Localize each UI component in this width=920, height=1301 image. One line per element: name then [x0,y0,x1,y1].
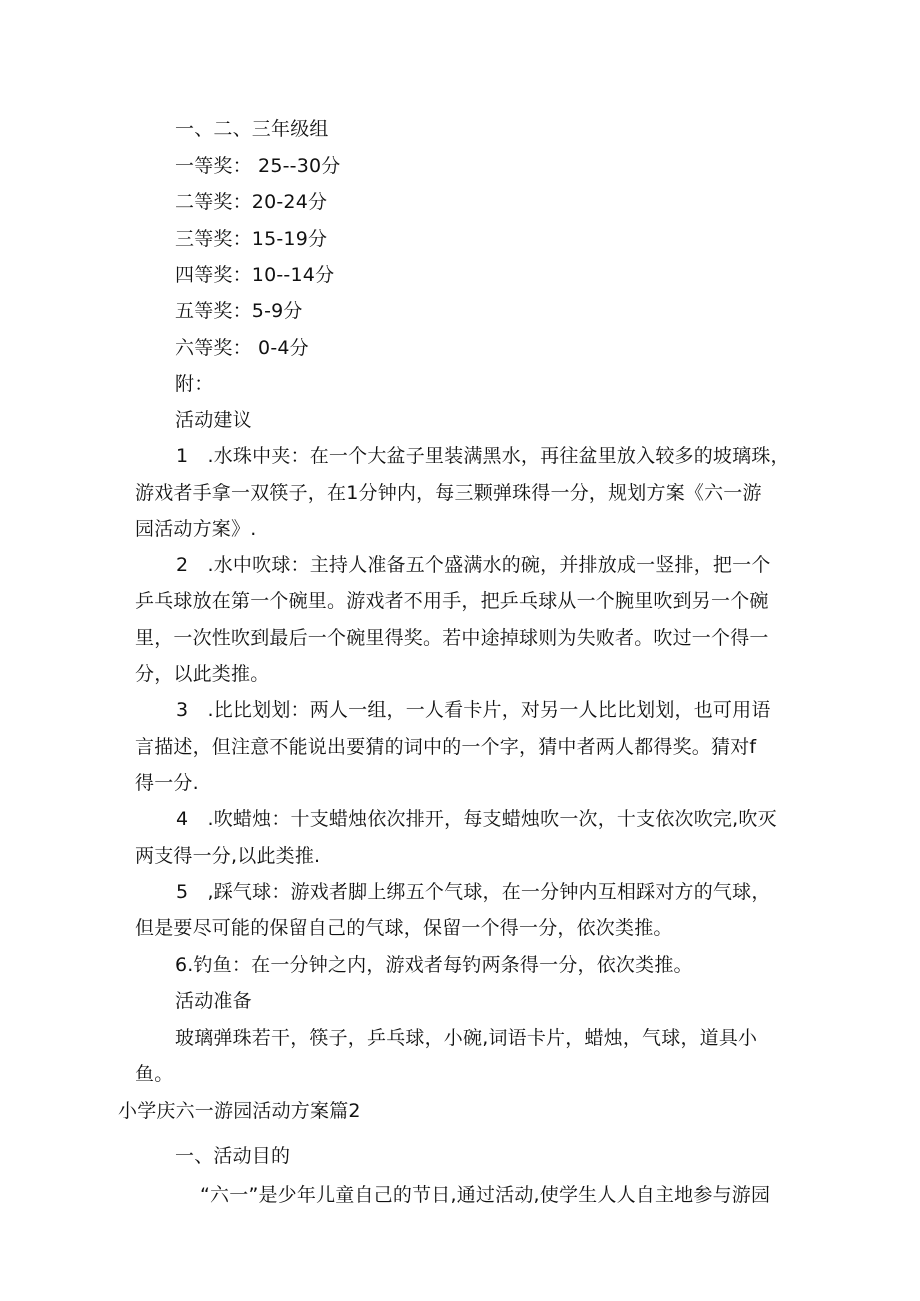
paragraph-line: 得一分. [135,772,199,794]
heading-activity-suggestions: 活动建议 [175,409,252,431]
paragraph-line: 里，一次性吹到最后一个碗里得奖。若中途掉球则为失败者。吹过一个得一 [135,627,769,649]
paragraph-line: 玻璃弹珠若干，筷子，乒乓球，小碗,词语卡片，蜡烛，气球，道具小 [175,1027,758,1049]
section-title-plan-2: 小学庆六一游园活动方案篇2 [118,1100,361,1122]
paragraph-line: 乒乓球放在第一个碗里。游戏者不用手，把乒乓球从一个腕里吹到另一个碗 [135,590,769,612]
heading-activity-preparation: 活动准备 [175,990,252,1012]
paragraph-line: 4 .吹蜡烛：十支蜡烛依次排开，每支蜡烛吹一次，十支依次吹完,吹灭 [176,808,777,830]
paragraph-line: 3 .比比划划：两人一组，一人看卡片，对另一人比比划划，也可用语 [176,699,771,721]
paragraph-line: 1 .水珠中夹：在一个大盆子里装满黑水，再往盆里放入较多的坡璃珠， [176,445,790,467]
paragraph-line: 5 ,踩气球：游戏者脚上绑五个气球，在一分钟内互相踩对方的气球， [176,881,771,903]
prize-sixth: 六等奖： 0-4分 [175,337,309,359]
paragraph-line: 分，以此类推。 [135,663,270,685]
paragraph-line: 但是要尽可能的保留自己的气球，保留一个得一分，依次类推。 [135,917,673,939]
paragraph-line: 6.钓鱼：在一分钟之内，游戏者每钓两条得一分，依次类推。 [175,954,693,976]
paragraph-line: 2 .水中吹球：主持人准备五个盛满水的碗，并排放成一竖排，把一个 [176,554,771,576]
paragraph-line: 游戏者手拿一双筷子，在1分钟内，每三颗弹珠得一分，规划方案《六一游 [135,482,762,504]
prize-fourth: 四等奖：10--14分 [175,264,335,286]
section-heading-grade-group: 一、二、三年级组 [175,118,329,140]
paragraph-line: 园活动方案》. [135,518,257,540]
paragraph-line: “六一”是少年儿童自己的节日,通过活动,使学生人人自主地参与游园 [200,1184,771,1206]
prize-first: 一等奖： 25--30分 [175,155,341,177]
paragraph-line: 言描述，但注意不能说出要猜的词中的一个字，猜中者两人都得奖。猜对f [135,736,757,758]
paragraph-line: 鱼。 [135,1063,174,1085]
heading-activity-purpose: 一、活动目的 [175,1145,291,1167]
prize-third: 三等奖：15-19分 [175,228,328,250]
prize-second: 二等奖：20-24分 [175,191,328,213]
prize-fifth: 五等奖：5-9分 [175,300,303,322]
paragraph-line: 两支得一分,以此类推. [135,845,321,867]
appendix-label: 附： [175,373,214,395]
